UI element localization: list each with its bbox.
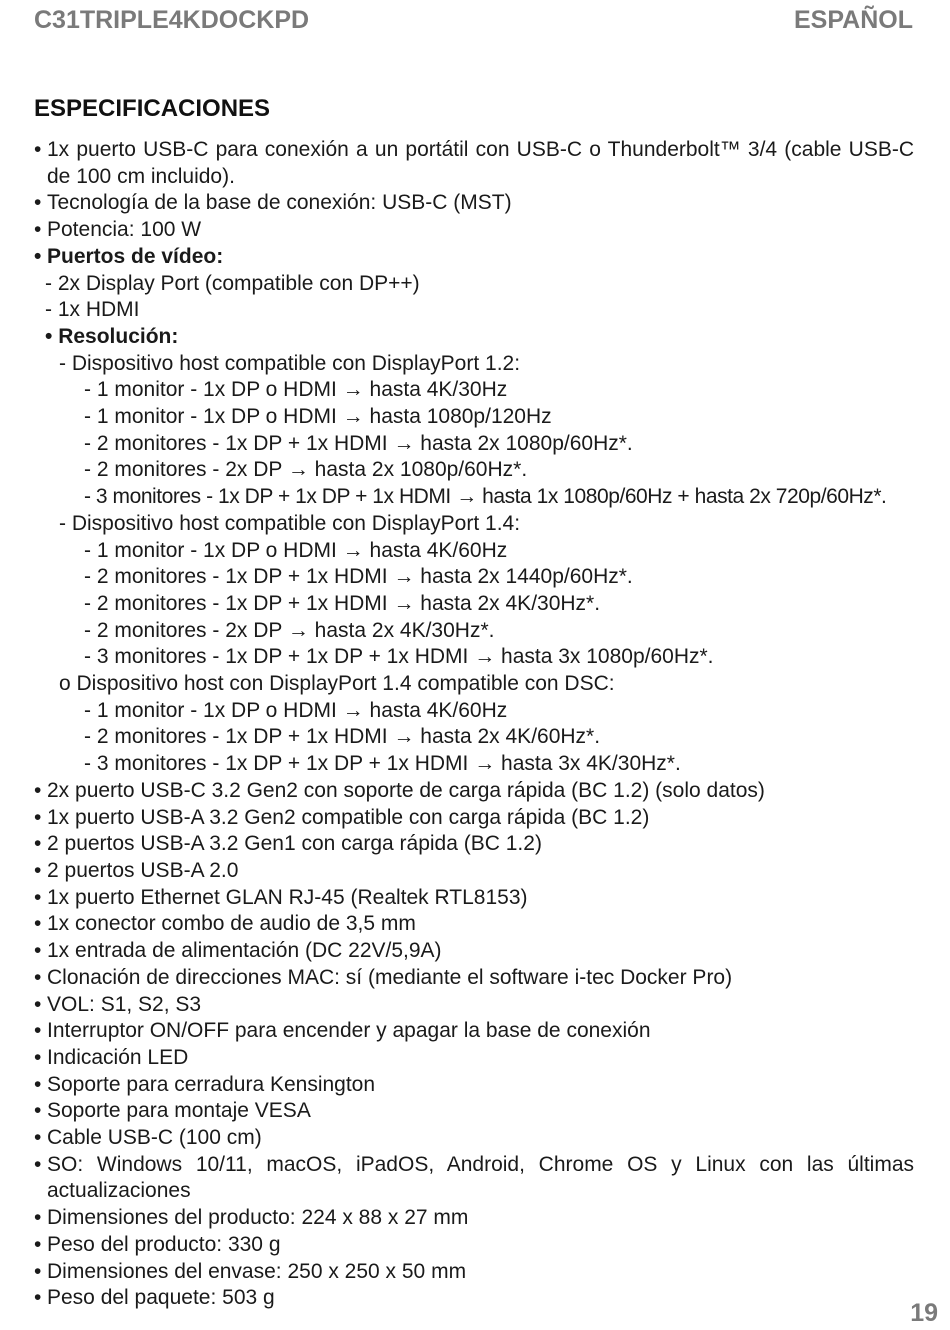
spec-item-text: 1x conector combo de audio de 3,5 mm <box>47 912 416 936</box>
spec-item <box>34 1232 914 1259</box>
bullet-icon: • <box>34 992 42 1016</box>
spec-subitem: - 2 monitores - 2x DP → hasta 2x 1080p/60Hz*. <box>84 458 528 482</box>
spec-item-text: Soporte para montaje VESA <box>47 1099 311 1123</box>
spec-item-text: SO: Windows 10/11, macOS, iPadOS, Android, Chrome OS y Linux con las últimas actualizaciones <box>47 1152 914 1203</box>
spec-item-text: Tecnología de la base de conexión: USB-C (MST) <box>47 191 512 215</box>
spec-item-text: 1x entrada de alimentación (DC 22V/5,9A) <box>47 939 442 963</box>
spec-item <box>34 911 914 938</box>
spec-item-text: Peso del producto: 330 g <box>47 1232 281 1256</box>
section-title: ESPECIFICACIONES <box>34 95 271 122</box>
spec-item <box>34 1018 914 1045</box>
spec-item-text: Resolución: <box>58 324 179 348</box>
spec-item <box>34 1098 914 1125</box>
bullet-icon: • <box>34 1259 42 1283</box>
bullet-icon: • <box>34 218 42 242</box>
bullet-icon: • <box>34 1286 42 1310</box>
spec-subitem: - 3 monitores - 1x DP + 1x DP + 1x HDMI → hasta 1x 1080p/60Hz + hasta 2x 720p/60Hz*. <box>84 485 887 509</box>
spec-subitem: - 1 monitor - 1x DP o HDMI → hasta 4K/30Hz <box>84 378 508 402</box>
bullet-icon: • <box>34 1206 42 1230</box>
bullet-icon: • <box>34 1099 42 1123</box>
spec-subitem: - 2 monitores - 2x DP → hasta 2x 4K/30Hz*. <box>84 618 495 642</box>
bullet-icon: • <box>34 1232 42 1256</box>
spec-item <box>34 1125 914 1152</box>
spec-item <box>34 1045 914 1072</box>
spec-item-text: Interruptor ON/OFF para encender y apagar la base de conexión <box>47 1019 651 1043</box>
bullet-icon: • <box>34 858 42 882</box>
spec-subitem: o Dispositivo host con DisplayPort 1.4 compatible con DSC: <box>59 672 615 696</box>
spec-item <box>34 885 914 912</box>
spec-subitem: - 1 monitor - 1x DP o HDMI → hasta 4K/60Hz <box>84 698 508 722</box>
spec-subitem: - 3 monitores - 1x DP + 1x DP + 1x HDMI → hasta 3x 4K/30Hz*. <box>84 752 681 776</box>
spec-item <box>34 1259 914 1286</box>
spec-subitem: - Dispositivo host compatible con DisplayPort 1.2: <box>59 351 521 375</box>
spec-item <box>34 1152 914 1205</box>
bullet-icon: • <box>34 1045 42 1069</box>
bullet-icon: • <box>45 324 53 348</box>
bullet-icon: • <box>34 1019 42 1043</box>
spec-subitem: - 1 monitor - 1x DP o HDMI → hasta 4K/60Hz <box>84 538 508 562</box>
spec-item-text: 2 puertos USB-A 2.0 <box>47 858 239 882</box>
spec-item-text: 2x puerto USB-C 3.2 Gen2 con soporte de carga rápida (BC 1.2) (solo datos) <box>47 778 765 802</box>
spec-subitem: - 2x Display Port (compatible con DP++) <box>45 271 420 295</box>
bullet-icon: • <box>34 912 42 936</box>
spec-item <box>34 778 914 805</box>
spec-item <box>34 965 914 992</box>
spec-heading-resolution <box>34 324 914 351</box>
page-number: 19 <box>910 1299 938 1327</box>
bullet-icon: • <box>34 965 42 989</box>
spec-subitem: - 1x HDMI <box>45 298 140 322</box>
spec-subitem: - 3 monitores - 1x DP + 1x DP + 1x HDMI → hasta 3x 1080p/60Hz*. <box>84 645 714 669</box>
bullet-icon: • <box>34 1072 42 1096</box>
spec-subitem: - Dispositivo host compatible con DisplayPort 1.4: <box>59 511 521 535</box>
spec-item-text: 1x puerto USB-C para conexión a un portátil con USB-C o Thunderbolt™ 3/4 (cable USB-C de 100 cm incluido). <box>47 138 914 188</box>
bullet-icon: • <box>34 832 42 856</box>
spec-item-text: Dimensiones del envase: 250 x 250 x 50 mm <box>47 1259 467 1283</box>
spec-item-text: Clonación de direcciones MAC: sí (mediante el software i-tec Docker Pro) <box>47 965 733 989</box>
bullet-icon: • <box>34 191 42 215</box>
bullet-icon: • <box>34 1152 42 1176</box>
spec-item <box>34 217 914 244</box>
spec-subitem: - 1 monitor - 1x DP o HDMI → hasta 1080p/120Hz <box>84 405 552 429</box>
spec-subitem: - 2 monitores - 1x DP + 1x HDMI → hasta 2x 4K/30Hz*. <box>84 591 601 615</box>
spec-item <box>34 805 914 832</box>
spec-item-text: 2 puertos USB-A 3.2 Gen1 con carga rápida (BC 1.2) <box>47 832 542 856</box>
bullet-icon: • <box>34 805 42 829</box>
spec-item <box>34 1285 914 1312</box>
spec-item <box>34 992 914 1019</box>
spec-item <box>34 1072 914 1099</box>
bullet-icon: • <box>34 244 42 268</box>
spec-item-text: Puertos de vídeo: <box>47 244 224 268</box>
spec-item-text: Peso del paquete: 503 g <box>47 1286 275 1310</box>
spec-list <box>34 137 914 1312</box>
spec-item <box>34 831 914 858</box>
spec-item-text: VOL: S1, S2, S3 <box>47 992 202 1016</box>
spec-subitem: - 2 monitores - 1x DP + 1x HDMI → hasta 2x 1080p/60Hz*. <box>84 431 633 455</box>
spec-item <box>34 1205 914 1232</box>
spec-item <box>34 137 914 190</box>
bullet-icon: • <box>34 138 42 161</box>
spec-item-text: 1x puerto USB-A 3.2 Gen2 compatible con carga rápida (BC 1.2) <box>47 805 650 829</box>
spec-item <box>34 938 914 965</box>
spec-subitem: - 2 monitores - 1x DP + 1x HDMI → hasta 2x 1440p/60Hz*. <box>84 565 633 589</box>
spec-item-text: 1x puerto Ethernet GLAN RJ-45 (Realtek RTL8153) <box>47 885 528 909</box>
product-code-header: C31TRIPLE4KDOCKPD <box>34 6 310 34</box>
spec-heading-video-ports <box>34 244 914 271</box>
spec-subitem: - 2 monitores - 1x DP + 1x HDMI → hasta 2x 4K/60Hz*. <box>84 725 601 749</box>
bullet-icon: • <box>34 939 42 963</box>
spec-item <box>34 858 914 885</box>
spec-item-text: Indicación LED <box>47 1045 189 1069</box>
language-header: ESPAÑOL <box>794 6 913 34</box>
spec-item-text: Dimensiones del producto: 224 x 88 x 27 mm <box>47 1206 469 1230</box>
bullet-icon: • <box>34 885 42 909</box>
bullet-icon: • <box>34 1126 42 1150</box>
spec-item <box>34 190 914 217</box>
spec-item-text: Cable USB-C (100 cm) <box>47 1126 262 1150</box>
spec-item-text: Soporte para cerradura Kensington <box>47 1072 376 1096</box>
spec-item-text: Potencia: 100 W <box>47 218 202 242</box>
bullet-icon: • <box>34 778 42 802</box>
